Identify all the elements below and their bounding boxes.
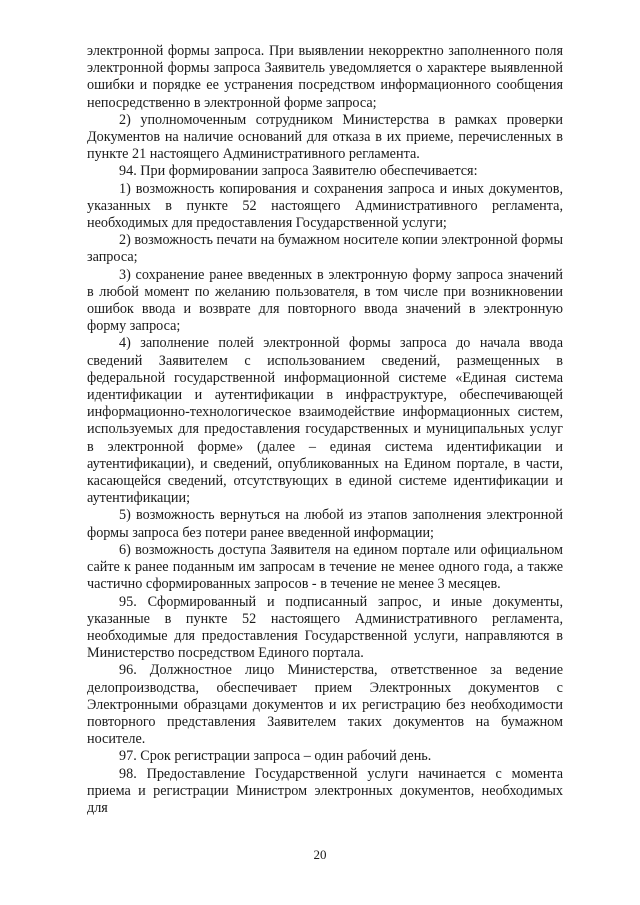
paragraph-continuation: электронной формы запроса. При выявлении некорректно заполненного поля электронной формы запроса Заявитель уведомляется о характере выявленной ошибки и порядке ее устранения посредством информационного сообщения непосредственно в электронной форме запроса;	[87, 43, 563, 111]
document-body	[87, 43, 563, 817]
paragraph-97: 97. Срок регистрации запроса – один рабочий день.	[119, 748, 432, 765]
paragraph-item-2-ministry-check: 2) уполномоченным сотрудником Министерства в рамках проверки Документов на наличие оснований для отказа в их приеме, перечисленных в пункте 21 настоящего Административного регламента.	[87, 111, 563, 163]
paragraph-94-item-2: 2) возможность печати на бумажном носителе копии электронной формы запроса;	[87, 232, 563, 266]
paragraph-94-item-3: 3) сохранение ранее введенных в электронную форму запроса значений в любой момент по желанию пользователя, в том числе при возникновении ошибок ввода и возврате для повторного ввода значений в электронную форму запроса;	[87, 266, 563, 335]
paragraph-98: 98. Предоставление Государственной услуги начинается с момента приема и регистрации Министром электронных документов, необходимых для	[87, 765, 563, 816]
paragraph-94-item-1: 1) возможность копирования и сохранения запроса и иных документов, указанных в пункте 52 настоящего Административного регламента, необходимых для предоставления Государственной услуги;	[87, 180, 563, 232]
paragraph-94-heading: 94. При формировании запроса Заявителю обеспечивается:	[119, 163, 478, 180]
paragraph-94-item-4: 4) заполнение полей электронной формы запроса до начала ввода сведений Заявителем с использованием сведений, размещенных в федеральной государственной информационной системе «Единая система идентификации и аутентификации в инфраструктуре, обеспечивающей информационно-технологическое взаимодействие информационных систем, используемых для предоставления государственных и муниципальных услуг в электронной форме» (далее – единая система идентификации и аутентификации), и сведений, опубликованных на Едином портале, в части, касающейся сведений, отсутствующих в единой системе идентификации и аутентификации;	[87, 335, 563, 507]
page-number: 20	[313, 847, 327, 862]
paragraph-94-item-5: 5) возможность вернуться на любой из этапов заполнения электронной формы запроса без потери ранее введенной информации;	[87, 507, 563, 541]
paragraph-95: 95. Сформированный и подписанный запрос, и иные документы, указанные в пункте 52 настоящего Административного регламента, необходимые для предоставления Государственной услуги, направляются в Министерство посредством Единого портала.	[87, 593, 563, 662]
paragraph-96: 96. Должностное лицо Министерства, ответственное за ведение делопроизводства, обеспечивает прием Электронных документов с Электронными образцами документов и их регистрацию без необходимости повторного представления Заявителем таких документов на бумажном носителе.	[87, 662, 563, 748]
paragraph-94-item-6: 6) возможность доступа Заявителя на едином портале или официальном сайте к ранее поданным им запросам в течение не менее одного года, а также частично сформированных запросов - в течение не менее 3 месяцев.	[87, 541, 563, 593]
